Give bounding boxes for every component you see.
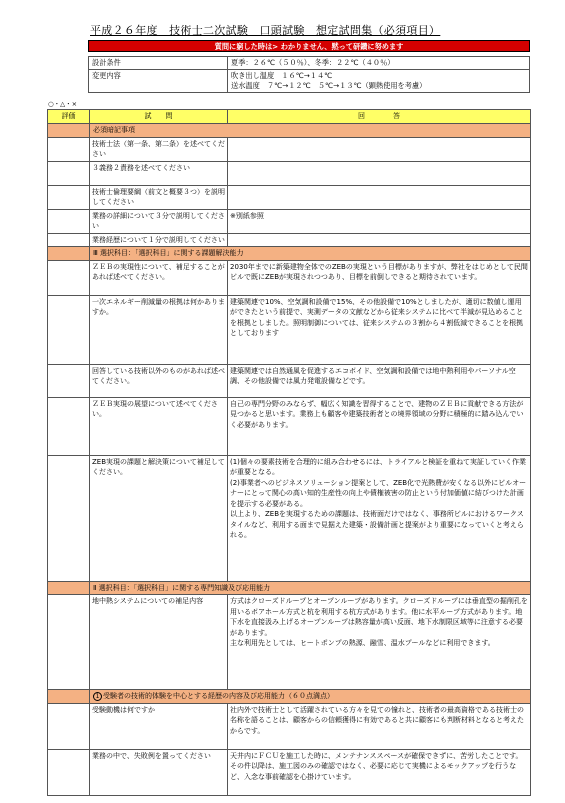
question-cell: 地中熱システムについての補足内容 — [90, 595, 228, 690]
design-condition-row — [89, 57, 530, 70]
table-row — [48, 397, 531, 455]
question-cell: 受験動機は何ですか — [90, 703, 228, 749]
change-content-value — [228, 70, 530, 93]
question-cell: 業務の詳細について３分で説明してください — [90, 209, 228, 233]
eval-cell[interactable] — [48, 455, 90, 581]
eval-cell[interactable] — [48, 185, 90, 209]
eval-cell[interactable] — [48, 595, 90, 690]
section-row — [48, 581, 531, 595]
change-content-row — [89, 70, 530, 93]
eval-cell[interactable] — [48, 137, 90, 161]
table-row — [48, 595, 531, 690]
table-row — [48, 137, 531, 161]
table-row — [48, 295, 531, 364]
question-cell: ＺＥＢの実現性について、補足することがあれば述べてください。 — [90, 260, 228, 295]
question-cell: 技術士倫理要綱（前文と概要３つ）を説明してください — [90, 185, 228, 209]
answer-paragraph: (1)個々の要素技術を合理的に組み合わせるには、トライアルと検証を重ねて実証していく作業が重要となる。 — [230, 457, 527, 476]
answer-paragraph: (2)事業者へのビジネスソリューション提案として、ZEB化で光熱費が安くなる以外にビルオーナーにとって関心の高い知的生産性の向上や債権被害の防止という付加価値に結びつけた計画を提示する必要がある。 — [230, 478, 527, 508]
column-header-answer: 回 答 — [228, 110, 531, 124]
section-title: 必須暗記事項 — [90, 124, 531, 138]
question-cell: ZEB実現の課題と解決策について補足してください。 — [90, 455, 228, 581]
answer-cell — [228, 185, 531, 209]
eval-cell[interactable] — [48, 295, 90, 364]
answer-cell: 建築関連で10%、空気調和設備で15%、その他設備で10%としましたが、適切に数値し運用ができたという前提で、実測データの文献などから従来システムに比べて半減が見込めることを根拠としました。照明制御については、従来システムの３割から４割低減できることを根拠としております — [228, 295, 531, 364]
design-condition-label: 設計条件 — [89, 57, 228, 70]
table-row — [48, 260, 531, 295]
question-cell: 一次エネルギー削減量の根拠は何かありますか。 — [90, 295, 228, 364]
document-title: 平成２６年度 技術士二次試験 口頭試験 想定試問集（必須項目） — [90, 24, 441, 37]
question-cell: 技術士法（第一条、第二条）を述べてください — [90, 137, 228, 161]
table-row — [48, 455, 531, 581]
warning-banner: 質問に窮した時は> わかりません、黙って研鑽に努めます — [88, 40, 530, 52]
answer-paragraph: 以上より、ZEBを実現するための課題は、技術面だけではなく、事務所ビルにおけるワークスタイルなど、利用する面まで見据えた建築・設備計画と提案がより重要になっていくと考えられる。 — [230, 510, 524, 539]
answer-cell — [228, 455, 531, 581]
eval-cell[interactable] — [48, 260, 90, 295]
change-value-line-2: 送水温度 ７℃→１２℃ ５℃→１３℃（顕熱使用を考慮） — [231, 81, 427, 90]
question-cell: ＺＥＢ実現の展望について述べてください。 — [90, 397, 228, 455]
section-title — [90, 690, 531, 704]
table-header-row — [48, 110, 531, 124]
question-cell: 回答している技術以外のものがあれば述べてください。 — [90, 364, 228, 397]
evaluation-legend: ○・△・× — [48, 100, 78, 108]
section-title: Ⅱ 選択科目：「選択科目」に関する専門知識及び応用能力 — [90, 581, 531, 595]
eval-cell — [48, 247, 90, 261]
design-condition-value: 夏季：２６℃（５０％）、冬季：２２℃（４０％） — [228, 57, 530, 70]
answer-cell: 建築関連では自然通風を促進するエコボイド、空気調和設備では地中熱利用やパーソナル空調、その他設備では風力発電設備などです。 — [228, 364, 531, 397]
answer-cell: ※別紙参照 — [228, 209, 531, 233]
eval-cell[interactable] — [48, 233, 90, 247]
eval-cell[interactable] — [48, 364, 90, 397]
table-row — [48, 185, 531, 209]
table-row — [48, 161, 531, 185]
section-row — [48, 247, 531, 261]
answer-cell — [228, 595, 531, 690]
question-table — [47, 109, 531, 796]
answer-cell: 天井内にＦＣＵを施工した時に、メンテナンススペースが確保できずに、苦労したことです。その件以降は、施工図のみの確認ではなく、必要に応じて実機によるモックアップを行うなど、入念な事前確認を心掛けています。 — [228, 749, 531, 795]
answer-cell — [228, 233, 531, 247]
eval-cell[interactable] — [48, 749, 90, 795]
conditions-table — [88, 56, 530, 93]
answer-cell — [228, 161, 531, 185]
table-row — [48, 364, 531, 397]
table-row — [48, 233, 531, 247]
eval-cell[interactable] — [48, 703, 90, 749]
column-header-eval: 評価 — [48, 110, 90, 124]
eval-cell[interactable] — [48, 397, 90, 455]
question-cell: 業務の中で、失敗例を置ってください — [90, 749, 228, 795]
eval-cell — [48, 690, 90, 704]
section-row — [48, 690, 531, 704]
answer-cell: 2030年までに新築建物全体でのZEBの実現という目標がありますが、弊社をはじめとして民間ビルで既にZEBが実現されつつあり、目標を前倒しできると期待されています。 — [228, 260, 531, 295]
eval-cell[interactable] — [48, 209, 90, 233]
answer-cell — [228, 137, 531, 161]
change-content-label: 変更内容 — [89, 70, 228, 93]
answer-cell: 自己の専門分野のみならず、幅広く知識を習得することで、建物のＺＥＢに貢献できる方法が見つかると思います。業務上も顧客や建築技術者との境界領域の分野に積極的に踏み込んでいく必要があります。 — [228, 397, 531, 455]
eval-cell[interactable] — [48, 161, 90, 185]
answer-paragraph: 主な利用先としては、ヒートポンプの熱源、融雪、温水プールなどに利用できます。 — [230, 639, 495, 647]
table-row — [48, 703, 531, 749]
eval-cell — [48, 581, 90, 595]
eval-cell — [48, 124, 90, 138]
answer-cell: 社内外で技術士として活躍されている方々を見ての憧れと、技術者の最高資格である技術士の名称を語ることは、顧客からの信頼獲得に有効であると共に顧客にも判断材料となると考えたからです。 — [228, 703, 531, 749]
table-row — [48, 749, 531, 795]
section-row — [48, 124, 531, 138]
question-cell: ３義務２責務を述べてください — [90, 161, 228, 185]
change-value-line-1: 吹き出し温度 １６℃→１４℃ — [231, 71, 333, 80]
table-row — [48, 209, 531, 233]
section-title-text: 受験者の技術的体験を中心とする経歴の内容及び応用能力（６０点満点） — [103, 692, 334, 700]
section-number: 1 — [93, 692, 102, 701]
column-header-question: 試 問 — [90, 110, 228, 124]
section-title: Ⅲ 選択科目：「選択科目」に関する課題解決能力 — [90, 247, 531, 261]
question-cell: 業務経歴について１分で説明してください — [90, 233, 228, 247]
answer-paragraph: 方式はクローズドループとオープンループがあります。クローズドループには垂直型の掘削孔を用いるボアホール方式と杭を利用する杭方式があります。他に水平ループ方式があります。地下水を直接汲み上げるオープンループは熱容量が高い反面、地下水制限区域等に注意する必要があります。 — [230, 597, 528, 637]
